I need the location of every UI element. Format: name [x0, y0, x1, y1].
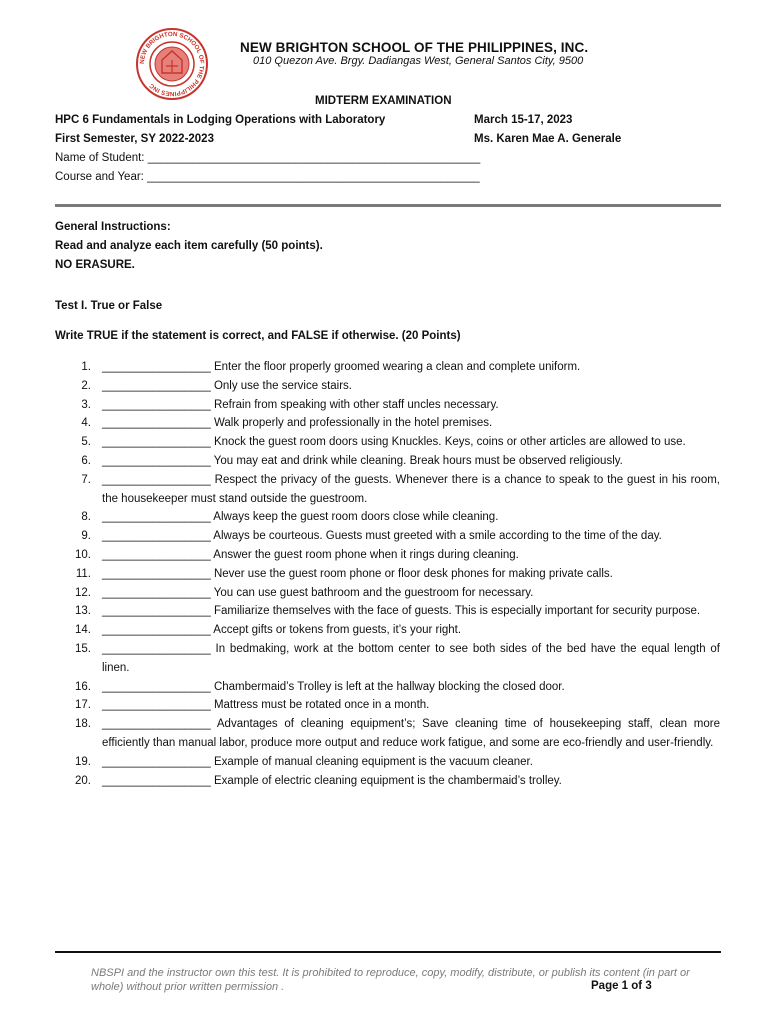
page-number: Page 1 of 3 — [591, 980, 652, 992]
student-name-label: Name of Student: — [55, 152, 148, 164]
course-year-blank: ____________________________________________________ — [147, 171, 480, 183]
question-text: Refrain from speaking with other staff uncles necessary. — [213, 398, 499, 411]
test-title: Test I. True or False — [55, 300, 163, 312]
instructions-line-2: NO ERASURE. — [55, 259, 135, 271]
question-number: 19. — [75, 755, 91, 768]
question-text: Example of electric cleaning equipment is the chambermaid’s trolley. — [213, 774, 562, 787]
question-number: 1. — [81, 361, 91, 373]
question-item — [0, 753, 720, 772]
question-number: 16. — [75, 680, 91, 693]
instructor-name: Ms. Karen Mae A. Generale — [474, 133, 622, 145]
question-text: Always keep the guest room doors close while cleaning. — [213, 511, 499, 524]
question-item — [0, 433, 720, 452]
answer-blank[interactable]: _________________ — [102, 454, 211, 467]
header-divider — [55, 204, 721, 207]
question-number: 10. — [75, 548, 91, 561]
answer-blank[interactable]: _________________ — [102, 436, 211, 449]
answer-blank[interactable]: _________________ — [102, 511, 211, 524]
exam-date: March 15-17, 2023 — [474, 114, 573, 126]
question-number: 18. — [75, 718, 91, 731]
question-text: Advantages of cleaning equipment’s; Save cleaning time of housekeeping staff, clean more efficiently than manual labor, produce more output and reduce work fatigue, and some are eco-friendly and user-friendly. — [102, 718, 720, 749]
question-number: 11. — [75, 567, 91, 580]
question-item — [0, 772, 720, 791]
question-item — [0, 678, 720, 697]
question-item — [0, 640, 720, 678]
question-text: You may eat and drink while cleaning. Break hours must be observed religiously. — [213, 454, 623, 467]
course-title: HPC 6 Fundamentals in Lodging Operations with Laboratory — [55, 114, 386, 126]
question-number: 7. — [81, 473, 91, 486]
answer-blank[interactable]: _________________ — [102, 567, 211, 580]
question-text: Chambermaid’s Trolley is left at the hallway blocking the closed door. — [213, 680, 565, 693]
question-item — [0, 414, 720, 433]
answer-blank[interactable]: _________________ — [102, 548, 211, 561]
question-number: 12. — [75, 586, 91, 599]
question-number: 3. — [81, 398, 91, 411]
question-item — [0, 621, 720, 640]
question-text: In bedmaking, work at the bottom center to see both sides of the bed have the equal length of linen. — [102, 642, 720, 674]
instructions-heading: General Instructions: — [55, 221, 171, 233]
school-seal-logo — [135, 27, 209, 101]
answer-blank[interactable]: _________________ — [102, 473, 211, 486]
school-address: 010 Quezon Ave. Brgy. Dadiangas West, General Santos City, 9500 — [253, 55, 584, 67]
question-text: Mattress must be rotated once in a month. — [213, 699, 430, 712]
answer-blank[interactable]: _________________ — [102, 379, 211, 392]
question-list — [0, 358, 768, 790]
question-number: 20. — [75, 774, 91, 787]
question-item — [0, 602, 720, 621]
instructions-line-1: Read and analyze each item carefully (50 points). — [55, 240, 323, 252]
question-item — [0, 471, 720, 509]
question-number: 15. — [75, 642, 91, 655]
question-item — [0, 546, 720, 565]
answer-blank[interactable]: _________________ — [102, 755, 211, 768]
question-text: Respect the privacy of the guests. Whenever there is a chance to speak to the guest in his room, the housekeeper must stand outside the guestroom. — [102, 473, 720, 505]
question-number: 8. — [81, 511, 91, 524]
question-item — [0, 584, 720, 603]
answer-blank[interactable]: _________________ — [102, 605, 211, 618]
question-text: Accept gifts or tokens from guests, it’s your right. — [213, 624, 462, 637]
answer-blank[interactable]: _________________ — [102, 417, 211, 430]
answer-blank[interactable]: _________________ — [102, 530, 211, 543]
question-item — [0, 696, 720, 715]
question-text: Familiarize themselves with the face of guests. This is especially important for security purpose. — [213, 605, 701, 618]
question-number: 9. — [81, 530, 91, 543]
answer-blank[interactable]: _________________ — [102, 361, 211, 373]
question-text: Always be courteous. Guests must greeted with a smile according to the time of the day. — [213, 530, 662, 543]
question-item — [0, 715, 720, 753]
course-year-field[interactable] — [55, 171, 480, 183]
answer-blank[interactable]: _________________ — [102, 680, 211, 693]
question-item — [0, 452, 720, 471]
copyright-notice: NBSPI and the instructor own this test. It is prohibited to reproduce, copy, modify, distribute, or publish its content (in part or whole) without prior written permission . — [91, 967, 690, 993]
answer-blank[interactable]: _________________ — [102, 718, 211, 731]
question-text: Enter the floor properly groomed wearing a clean and complete uniform. — [213, 361, 581, 373]
answer-blank[interactable]: _________________ — [102, 699, 211, 712]
answer-blank[interactable]: _________________ — [102, 398, 211, 411]
student-name-field[interactable] — [55, 152, 480, 164]
question-text: Never use the guest room phone or floor desk phones for making private calls. — [213, 567, 613, 580]
test-directions: Write TRUE if the statement is correct, and FALSE if otherwise. (20 Points) — [55, 330, 461, 342]
question-item — [0, 396, 720, 415]
question-number: 13. — [75, 605, 91, 618]
question-text: You can use guest bathroom and the guestroom for necessary. — [213, 586, 534, 599]
question-number: 17. — [75, 699, 91, 712]
question-item — [0, 358, 720, 377]
question-text: Example of manual cleaning equipment is the vacuum cleaner. — [213, 755, 533, 768]
answer-blank[interactable]: _________________ — [102, 624, 211, 637]
answer-blank[interactable]: _________________ — [102, 774, 211, 787]
question-number: 4. — [81, 417, 91, 430]
footer-divider — [55, 951, 721, 953]
question-text: Only use the service stairs. — [213, 379, 352, 392]
course-year-label: Course and Year: — [55, 171, 148, 183]
question-item — [0, 377, 720, 396]
question-text: Answer the guest room phone when it rings during cleaning. — [213, 548, 519, 561]
school-name: NEW BRIGHTON SCHOOL OF THE PHILIPPINES, INC. — [240, 40, 589, 55]
student-name-blank: ____________________________________________________ — [147, 152, 481, 164]
answer-blank[interactable]: _________________ — [102, 642, 211, 655]
seal-text: NEW BRIGHTON SCHOOL OF THE PHILIPPINES INC — [138, 30, 206, 98]
question-number: 14. — [75, 624, 91, 637]
question-item — [0, 508, 720, 527]
answer-blank[interactable]: _________________ — [102, 586, 211, 599]
question-text: Knock the guest room doors using Knuckles. Keys, coins or other articles are allowed to use. — [213, 436, 686, 449]
question-number: 5. — [81, 436, 91, 449]
semester: First Semester, SY 2022-2023 — [55, 133, 214, 145]
question-number: 2. — [81, 379, 91, 392]
question-text: Walk properly and professionally in the hotel premises. — [213, 417, 493, 430]
question-item — [0, 527, 720, 546]
exam-title: MIDTERM EXAMINATION — [315, 95, 452, 107]
question-item — [0, 565, 720, 584]
question-number: 6. — [81, 454, 91, 467]
